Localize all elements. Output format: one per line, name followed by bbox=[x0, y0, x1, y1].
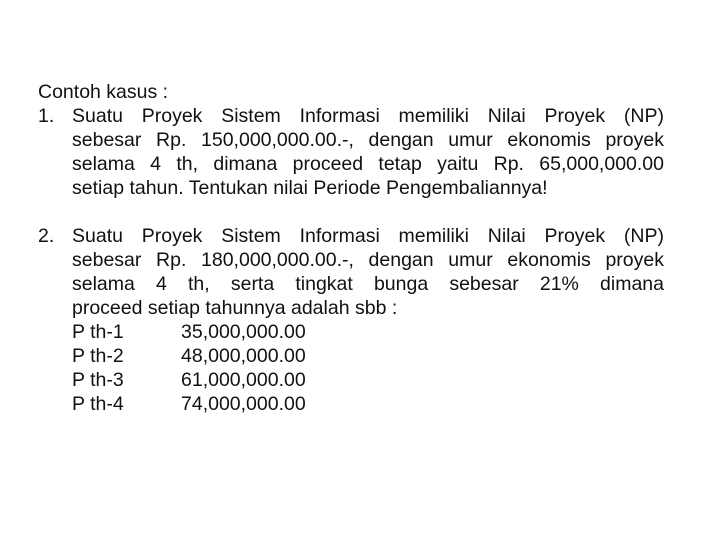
cashflow-row bbox=[72, 368, 664, 392]
problem-2-line-1: Suatu Proyek Sistem Informasi memiliki Nilai Proyek (NP) bbox=[72, 225, 664, 247]
problem-2-body bbox=[38, 248, 664, 320]
problem-2 bbox=[38, 224, 664, 416]
heading: Contoh kasus : bbox=[38, 81, 169, 103]
problem-1-first-line bbox=[38, 104, 664, 128]
cashflow-value: 48,000,000.00 bbox=[181, 345, 306, 367]
problem-1-line-3: selama 4 th, dimana proceed tetap yaitu Rp. 65,000,000.00 bbox=[72, 153, 664, 175]
cashflow-value: 61,000,000.00 bbox=[181, 369, 306, 391]
cashflow-label: P th-2 bbox=[72, 345, 124, 367]
cashflow-value: 35,000,000.00 bbox=[181, 321, 306, 343]
problem-1-line-1: Suatu Proyek Sistem Informasi memiliki Nilai Proyek (NP) bbox=[72, 105, 664, 127]
cashflow-value: 74,000,000.00 bbox=[181, 393, 306, 415]
problem-2-line-4: proceed setiap tahunnya adalah sbb : bbox=[72, 297, 398, 319]
problem-1-body bbox=[38, 128, 664, 200]
cashflow-row bbox=[72, 392, 664, 416]
cashflow-row bbox=[72, 320, 664, 344]
problem-1-number: 1. bbox=[38, 105, 55, 127]
cashflow-label: P th-4 bbox=[72, 393, 124, 415]
problem-2-line-2: sebesar Rp. 180,000,000.00.-, dengan umur ekonomis proyek bbox=[72, 249, 664, 271]
cashflow-list bbox=[38, 320, 664, 416]
problem-1-line-4: setiap tahun. Tentukan nilai Periode Pengembaliannya! bbox=[72, 177, 548, 199]
problem-2-number: 2. bbox=[38, 225, 55, 247]
problem-2-first-line bbox=[38, 224, 664, 248]
cashflow-row bbox=[72, 344, 664, 368]
problem-1 bbox=[38, 104, 664, 200]
problem-1-line-2: sebesar Rp. 150,000,000.00.-, dengan umur ekonomis proyek bbox=[72, 129, 664, 151]
problem-2-line-3: selama 4 th, serta tingkat bunga sebesar 21% dimana bbox=[72, 273, 664, 295]
cashflow-label: P th-1 bbox=[72, 321, 124, 343]
slide-content bbox=[38, 80, 664, 416]
cashflow-label: P th-3 bbox=[72, 369, 124, 391]
